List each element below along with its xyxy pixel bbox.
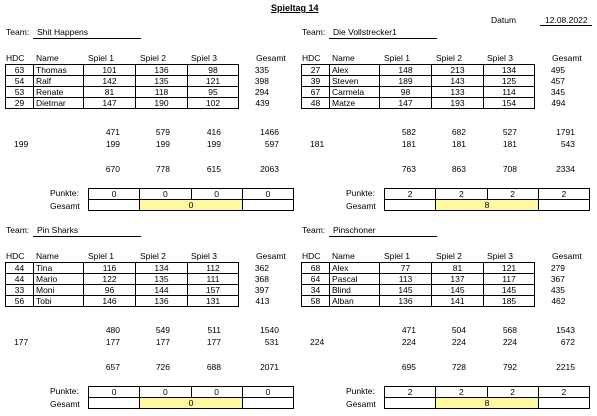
points-cell-1: 0 (89, 189, 140, 200)
points-cell-3: 2 (487, 189, 538, 200)
spiel-2-score: 135 (136, 76, 188, 87)
points-blank (89, 200, 140, 211)
points-table (88, 386, 294, 409)
spiel-2-score: 133 (432, 87, 484, 98)
total-sum-4: 2071 (260, 362, 279, 372)
table-row (302, 296, 568, 307)
team-label: Team: (6, 225, 30, 235)
spiel-1-score: 136 (380, 296, 432, 307)
player-total: 335 (254, 65, 269, 75)
points-cell-2: 0 (140, 387, 191, 398)
player-total: 495 (550, 65, 565, 75)
spiel-1-score: 142 (84, 76, 136, 87)
points-cell-2: 2 (436, 189, 487, 200)
player-name: Steven (330, 76, 380, 87)
scratch-sum-2: 579 (155, 127, 170, 137)
spiel-3-score: 112 (188, 263, 239, 274)
column-header-spiel-3: Spiel 3 (191, 251, 217, 261)
player-hdc: 39 (302, 76, 330, 87)
column-header-spiel-2: Spiel 2 (140, 53, 166, 63)
spiel-3-score: 111 (188, 274, 239, 285)
spiel-3-score: 154 (484, 98, 535, 109)
player-hdc: 56 (6, 296, 34, 307)
spiel-3-score: 185 (484, 296, 535, 307)
points-blank (385, 398, 436, 409)
player-name: Renate (34, 87, 84, 98)
player-name: Moni (34, 285, 84, 296)
spiel-3-score: 145 (484, 285, 535, 296)
spiel-2-score: 145 (432, 285, 484, 296)
player-total: 294 (254, 87, 269, 97)
gesamt-label: Gesamt (50, 201, 80, 211)
team-name: Pin Sharks (37, 225, 79, 235)
player-total: 345 (550, 87, 565, 97)
team-name: Pinschoner (333, 225, 376, 235)
total-sum-3: 615 (206, 164, 221, 174)
player-hdc: 63 (6, 65, 34, 76)
points-row (385, 189, 590, 200)
scratch-sum-4: 1540 (260, 325, 279, 335)
points-cell-2: 0 (140, 189, 191, 200)
column-header-spiel-1: Spiel 1 (384, 251, 410, 261)
hdc-sum-1: 199 (105, 139, 120, 149)
table-row (6, 65, 272, 76)
spiel-2-score: 193 (432, 98, 484, 109)
total-sum-4: 2215 (556, 362, 575, 372)
punkte-label: Punkte: (346, 188, 375, 198)
column-header-spiel-1: Spiel 1 (384, 53, 410, 63)
team-label: Team: (6, 27, 30, 37)
hdc-sum-2: 224 (451, 337, 466, 347)
column-header-spiel-2: Spiel 2 (436, 53, 462, 63)
datum-label: Datum (491, 15, 517, 25)
spiel-2-score: 190 (136, 98, 188, 109)
points-total-row (89, 200, 294, 211)
total-sum-2: 726 (155, 362, 170, 372)
player-hdc: 27 (302, 65, 330, 76)
column-header-name: Name (36, 53, 59, 63)
spiel-3-score: 134 (484, 65, 535, 76)
table-row (6, 76, 272, 87)
scratch-sum-4: 1791 (556, 127, 575, 137)
spiel-1-score: 122 (84, 274, 136, 285)
column-header-spiel-3: Spiel 3 (191, 53, 217, 63)
spiel-2-score: 134 (136, 263, 188, 274)
points-total: 8 (436, 398, 539, 409)
table-row (302, 263, 568, 274)
spiel-1-score: 98 (380, 87, 432, 98)
table-row (302, 98, 568, 109)
table-row (302, 65, 568, 76)
player-total: 398 (254, 76, 269, 86)
team-hdc-total: 177 (14, 337, 29, 347)
hdc-sum-1: 181 (401, 139, 416, 149)
spiel-1-score: 147 (84, 98, 136, 109)
player-total: 462 (551, 296, 566, 306)
player-total: 494 (551, 98, 566, 108)
team-label: Team: (302, 27, 326, 37)
player-name: Alex (330, 65, 380, 76)
total-sum-3: 688 (206, 362, 221, 372)
hdc-sum-2: 181 (451, 139, 466, 149)
total-sum-3: 708 (502, 164, 517, 174)
total-sum-4: 2063 (260, 164, 279, 174)
player-name: Ralf (34, 76, 84, 87)
player-hdc: 68 (302, 263, 330, 274)
points-cell-4: 0 (242, 387, 293, 398)
scratch-sum-4: 1543 (556, 325, 575, 335)
scratch-sum-1: 471 (105, 127, 120, 137)
column-header-hdc: HDC (302, 53, 321, 63)
table-row (6, 285, 272, 296)
hdc-sum-2: 199 (155, 139, 170, 149)
table-row (302, 274, 568, 285)
datum-value: 12.08.2022 (545, 15, 588, 25)
scratch-sum-2: 549 (155, 325, 170, 335)
points-total: 8 (436, 200, 539, 211)
gesamt-label: Gesamt (346, 201, 376, 211)
table-row (6, 274, 272, 285)
team-hdc-total: 181 (310, 139, 325, 149)
gesamt-label: Gesamt (346, 399, 376, 409)
player-name: Mario (34, 274, 84, 285)
spiel-1-score: 189 (380, 76, 432, 87)
total-sum-2: 863 (451, 164, 466, 174)
scratch-sum-1: 582 (401, 127, 416, 137)
points-cell-3: 0 (191, 387, 242, 398)
team-name-underline (33, 38, 141, 39)
spiel-1-score: 147 (380, 98, 432, 109)
scratch-sum-1: 471 (401, 325, 416, 335)
player-hdc: 67 (302, 87, 330, 98)
scratch-sum-3: 568 (502, 325, 517, 335)
column-header-gesamt: Gesamt (256, 251, 286, 261)
total-sum-1: 657 (105, 362, 120, 372)
spiel-3-score: 157 (188, 285, 239, 296)
player-name: Blind (330, 285, 380, 296)
player-total: 368 (254, 274, 269, 284)
spiel-1-score: 148 (380, 65, 432, 76)
player-name: Alban (330, 296, 380, 307)
gesamt-label: Gesamt (50, 399, 80, 409)
total-sum-2: 778 (155, 164, 170, 174)
table-row (302, 76, 568, 87)
team-name-underline (33, 236, 141, 237)
player-name: Alex (330, 263, 380, 274)
spiel-3-score: 98 (188, 65, 239, 76)
hdc-sum-2: 177 (155, 337, 170, 347)
points-cell-1: 2 (385, 189, 436, 200)
column-header-hdc: HDC (6, 53, 25, 63)
table-row (6, 296, 272, 307)
spiel-1-score: 146 (84, 296, 136, 307)
punkte-label: Punkte: (50, 386, 79, 396)
hdc-sum-3: 224 (502, 337, 517, 347)
scratch-sum-1: 480 (105, 325, 120, 335)
column-header-name: Name (36, 251, 59, 261)
spiel-2-score: 137 (432, 274, 484, 285)
scratch-sum-3: 416 (206, 127, 221, 137)
spiel-1-score: 116 (84, 263, 136, 274)
scratch-sum-4: 1466 (260, 127, 279, 137)
points-cell-3: 2 (487, 387, 538, 398)
players-table (5, 262, 272, 307)
team-hdc-total: 224 (310, 337, 325, 347)
points-cell-4: 2 (538, 387, 589, 398)
player-name: Dietmar (34, 98, 84, 109)
spiel-1-score: 145 (380, 285, 432, 296)
column-header-spiel-2: Spiel 2 (140, 251, 166, 261)
column-header-gesamt: Gesamt (552, 53, 582, 63)
hdc-sum-4: 531 (264, 337, 279, 347)
scratch-sum-2: 682 (451, 127, 466, 137)
spiel-2-score: 118 (136, 87, 188, 98)
column-header-gesamt: Gesamt (256, 53, 286, 63)
spiel-1-score: 96 (84, 285, 136, 296)
player-hdc: 64 (302, 274, 330, 285)
scratch-sum-3: 511 (207, 325, 221, 335)
table-row (6, 98, 272, 109)
column-header-spiel-1: Spiel 1 (88, 53, 114, 63)
hdc-sum-3: 199 (206, 139, 221, 149)
spiel-2-score: 143 (432, 76, 484, 87)
team-name: Shit Happens (37, 27, 89, 37)
points-cell-1: 2 (385, 387, 436, 398)
spiel-1-score: 81 (84, 87, 136, 98)
player-total: 439 (255, 98, 270, 108)
player-hdc: 44 (6, 263, 34, 274)
points-total: 0 (140, 398, 243, 409)
points-table (384, 188, 590, 211)
hdc-sum-4: 672 (560, 337, 575, 347)
table-row (302, 87, 568, 98)
table-row (6, 87, 272, 98)
points-blank (385, 200, 436, 211)
total-sum-3: 792 (502, 362, 517, 372)
spiel-3-score: 121 (484, 263, 535, 274)
hdc-sum-4: 543 (560, 139, 575, 149)
spiel-2-score: 144 (136, 285, 188, 296)
spiel-2-score: 136 (136, 65, 188, 76)
player-hdc: 48 (302, 98, 330, 109)
spiel-2-score: 136 (136, 296, 188, 307)
column-header-spiel-3: Spiel 3 (487, 53, 513, 63)
spiel-1-score: 113 (380, 274, 432, 285)
spiel-3-score: 95 (188, 87, 239, 98)
player-hdc: 53 (6, 87, 34, 98)
scratch-sum-3: 527 (502, 127, 517, 137)
player-total: 435 (550, 285, 565, 295)
hdc-sum-4: 597 (264, 139, 279, 149)
points-cell-4: 0 (242, 189, 293, 200)
player-total: 457 (550, 76, 565, 86)
spiel-2-score: 81 (432, 263, 484, 274)
player-name: Pascal (330, 274, 380, 285)
points-blank (538, 398, 589, 409)
hdc-sum-1: 224 (401, 337, 416, 347)
player-total: 367 (550, 274, 565, 284)
column-header-hdc: HDC (6, 251, 25, 261)
player-name: Matze (330, 98, 380, 109)
player-hdc: 58 (302, 296, 330, 307)
points-row (89, 387, 294, 398)
points-blank (242, 200, 293, 211)
points-row (385, 387, 590, 398)
team-label: Team: (302, 225, 326, 235)
points-cell-3: 0 (191, 189, 242, 200)
player-hdc: 44 (6, 274, 34, 285)
table-row (302, 285, 568, 296)
points-table (88, 188, 294, 211)
hdc-sum-3: 177 (206, 337, 221, 347)
players-table (301, 262, 568, 307)
column-header-gesamt: Gesamt (552, 251, 582, 261)
total-sum-4: 2334 (556, 164, 575, 174)
player-name: Tina (34, 263, 84, 274)
spiel-3-score: 125 (484, 76, 535, 87)
column-header-spiel-1: Spiel 1 (88, 251, 114, 261)
points-table (384, 386, 590, 409)
points-cell-2: 2 (436, 387, 487, 398)
player-total: 413 (255, 296, 270, 306)
table-row (6, 263, 272, 274)
hdc-sum-1: 177 (105, 337, 120, 347)
player-total: 279 (550, 263, 565, 273)
page-title: Spieltag 14 (271, 3, 319, 13)
spiel-3-score: 117 (484, 274, 535, 285)
total-sum-2: 728 (451, 362, 466, 372)
team-name-underline (329, 38, 437, 39)
scratch-sum-2: 504 (451, 325, 466, 335)
hdc-sum-3: 181 (502, 139, 517, 149)
player-total: 362 (254, 263, 269, 273)
player-name: Carmela (330, 87, 380, 98)
player-hdc: 34 (302, 285, 330, 296)
points-cell-4: 2 (538, 189, 589, 200)
points-total: 0 (140, 200, 243, 211)
points-total-row (89, 398, 294, 409)
column-header-name: Name (332, 251, 355, 261)
spiel-2-score: 141 (432, 296, 484, 307)
team-name-underline (329, 236, 437, 237)
column-header-spiel-2: Spiel 2 (436, 251, 462, 261)
spiel-1-score: 77 (380, 263, 432, 274)
points-blank (89, 398, 140, 409)
points-total-row (385, 398, 590, 409)
punkte-label: Punkte: (346, 386, 375, 396)
player-hdc: 29 (6, 98, 34, 109)
points-blank (538, 200, 589, 211)
points-row (89, 189, 294, 200)
points-cell-1: 0 (89, 387, 140, 398)
spiel-3-score: 114 (484, 87, 535, 98)
spiel-3-score: 102 (188, 98, 239, 109)
spiel-2-score: 213 (432, 65, 484, 76)
points-total-row (385, 200, 590, 211)
datum-underline (540, 25, 592, 26)
column-header-spiel-3: Spiel 3 (487, 251, 513, 261)
points-blank (242, 398, 293, 409)
player-hdc: 33 (6, 285, 34, 296)
spiel-1-score: 101 (84, 65, 136, 76)
player-hdc: 54 (6, 76, 34, 87)
player-name: Thomas (34, 65, 84, 76)
spiel-3-score: 121 (188, 76, 239, 87)
total-sum-1: 670 (105, 164, 120, 174)
players-table (301, 64, 568, 109)
team-name: Die Vollstrecker1 (333, 27, 397, 37)
spiel-2-score: 135 (136, 274, 188, 285)
players-table (5, 64, 272, 109)
column-header-name: Name (332, 53, 355, 63)
column-header-hdc: HDC (302, 251, 321, 261)
total-sum-1: 695 (401, 362, 416, 372)
player-name: Tobi (34, 296, 84, 307)
team-hdc-total: 199 (14, 139, 29, 149)
punkte-label: Punkte: (50, 188, 79, 198)
total-sum-1: 763 (401, 164, 416, 174)
spiel-3-score: 131 (188, 296, 239, 307)
player-total: 397 (254, 285, 269, 295)
